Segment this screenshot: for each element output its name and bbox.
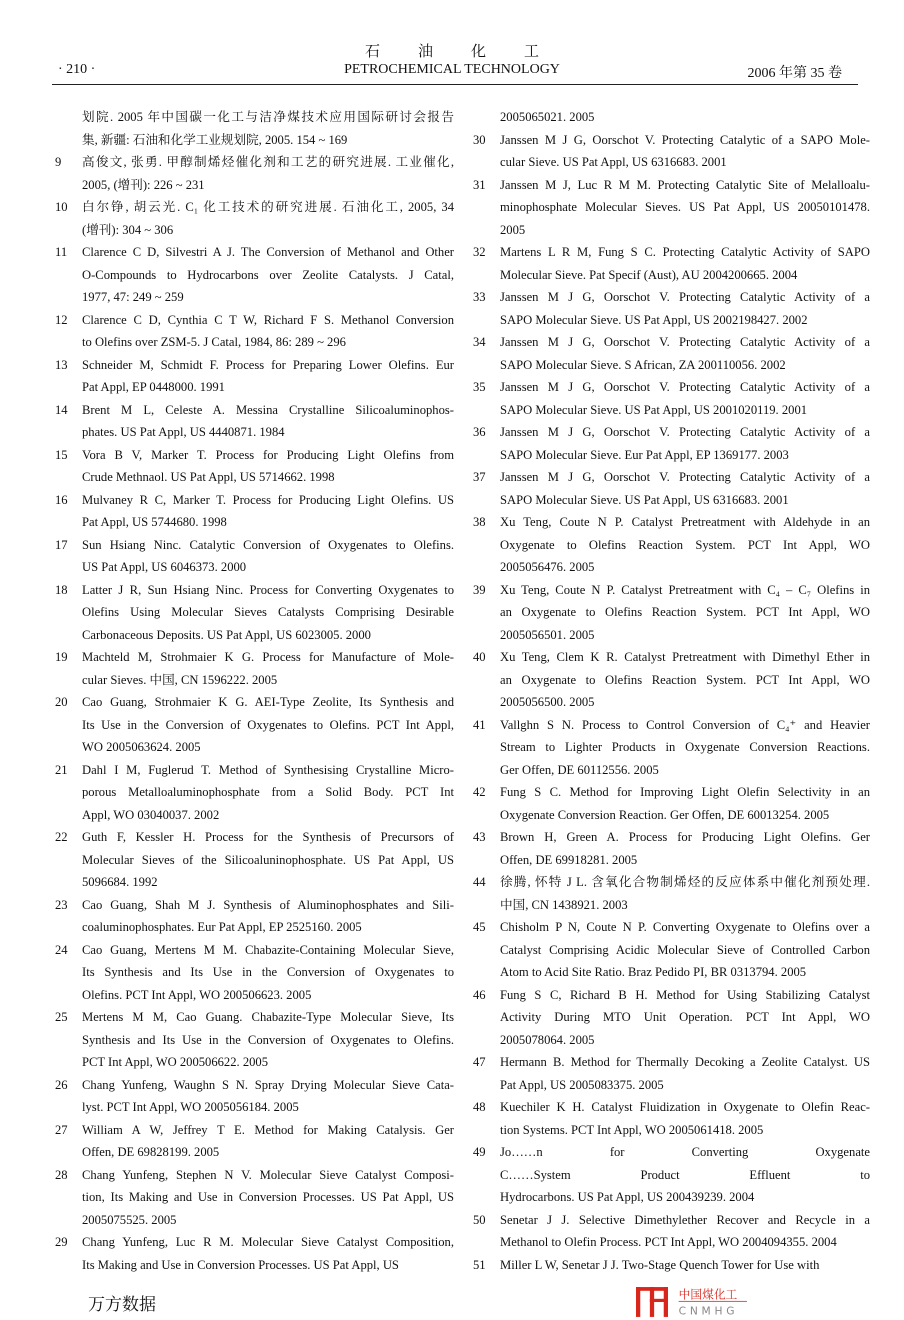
reference-number: 45	[473, 920, 486, 934]
reference-entry	[470, 511, 870, 579]
reference-number: 44	[473, 875, 486, 889]
reference-text-line: Synthesis and Its Use in the Conversion of Oxygenates to Olefins.	[82, 1032, 454, 1047]
reference-entry	[52, 534, 454, 579]
reference-number: 32	[473, 245, 486, 259]
reference-text-line: 2005	[500, 222, 526, 237]
reference-text-line: Its Use in the Conversion of Oxygenates to Olefins. PCT Int Appl,	[82, 717, 454, 732]
reference-text-line: Dahl I M, Fuglerud T. Method of Synthesising Crystalline Micro-	[82, 762, 454, 777]
reference-number: 27	[55, 1122, 68, 1137]
reference-text-line: cular Sieves. 中国, CN 1596222. 2005	[82, 672, 278, 687]
reference-text-line: Fung S C. Method for Improving Light Olefin Selectivity in an	[500, 785, 870, 799]
reference-number: 41	[473, 717, 486, 732]
reference-number: 25	[55, 1010, 68, 1024]
reference-number: 11	[55, 245, 68, 259]
reference-text-line: Vallghn S N. Process to Control Conversion of C₄⁺ and Heavier	[500, 717, 870, 732]
reference-text-line: Janssen M J G, Oorschot V. Protecting Catalytic Activity of a	[500, 470, 870, 484]
header-divider	[52, 84, 858, 85]
reference-number: 48	[473, 1100, 486, 1114]
reference-entry	[470, 1209, 870, 1254]
reference-text-line: Janssen M J, Luc R M M. Protecting Catalytic Site of Melalloalu-	[500, 177, 870, 192]
reference-number: 49	[473, 1145, 486, 1159]
reference-number: 21	[55, 762, 68, 777]
reference-entry	[52, 399, 454, 444]
reference-number: 18	[55, 582, 68, 597]
reference-text-line: Cao Guang, Strohmaier K G. AEI-Type Zeolite, Its Synthesis and	[82, 695, 454, 709]
reference-text-line: Mertens M M, Cao Guang. Chabazite-Type Molecular Sieve, Its	[82, 1010, 454, 1024]
reference-text-line: Guth F, Kessler H. Process for the Synthesis of Precursors of	[82, 830, 454, 844]
reference-text-line: Its Synthesis and Its Use in the Conversion of Oxygenates to	[82, 965, 454, 979]
reference-text-line: Kuechiler K H. Catalyst Fluidization in Oxygenate to Olefin Reac-	[500, 1100, 870, 1114]
reference-entry	[52, 241, 454, 309]
reference-text-line: Carbonaceous Deposits. US Pat Appl, US 6023005. 2000	[82, 627, 371, 642]
reference-number: 40	[473, 650, 486, 664]
reference-text-line: 高俊文, 张勇. 甲醇制烯烃催化剂和工艺的研究进展. 工业催化,	[82, 155, 454, 169]
reference-number: 24	[55, 942, 68, 957]
reference-number: 23	[55, 897, 68, 912]
reference-number: 37	[473, 470, 486, 484]
journal-title-cn: 石油化工	[364, 44, 577, 60]
reference-text-line: Stream to Lighter Products in Oxygenate Conversion Reactions.	[500, 740, 870, 754]
reference-text-line: porous Metalloaluminophosphate from a Solid Body. PCT Int	[82, 785, 454, 799]
reference-number: 29	[55, 1235, 68, 1249]
reference-entry	[470, 1051, 870, 1096]
reference-number: 35	[473, 380, 486, 394]
reference-entry	[470, 331, 870, 376]
reference-number: 17	[55, 537, 68, 552]
reference-entry	[470, 241, 870, 286]
reference-text-line: Molecular Sieves of the Silicoaluninophosphate. US Pat Appl, US	[82, 852, 454, 867]
reference-number: 39	[473, 582, 486, 597]
cnmhg-watermark-logo	[620, 1286, 780, 1318]
reference-entry	[52, 106, 454, 151]
reference-text-line: Janssen M J G, Oorschot V. Protecting Catalytic of a SAPO Mole-	[500, 132, 870, 147]
reference-text-line: Clarence C D, Silvestri A J. The Conversion of Methanol and Other	[82, 245, 454, 259]
reference-number: 42	[473, 785, 486, 799]
reference-entry	[52, 1231, 454, 1276]
reference-text-line: Olefins Using Molecular Sieves Catalysts Comprising Desirable	[82, 605, 454, 619]
reference-entry	[52, 894, 454, 939]
reference-number: 16	[55, 492, 68, 507]
reference-entry	[470, 286, 870, 331]
reference-text-line: an Oxygenate to Olefins Reaction System. PCT Int Appl, WO	[500, 605, 870, 619]
reference-entry	[52, 1074, 454, 1119]
reference-text-line: Mulvaney R C, Marker T. Process for Producing Light Olefins. US	[82, 492, 454, 507]
reference-entry	[470, 1254, 870, 1277]
svg-text:CNMHG: CNMHG	[678, 1304, 739, 1318]
reference-text-line: phates. US Pat Appl, US 4440871. 1984	[82, 425, 285, 439]
reference-text-line: Vora B V, Marker T. Process for Producing Light Olefins from	[82, 447, 454, 462]
reference-entry	[52, 1119, 454, 1164]
reference-number: 28	[55, 1167, 68, 1182]
reference-text-line: tion, Its Making and Use in Conversion Processes. US Pat Appl, US	[82, 1190, 454, 1204]
reference-entry	[52, 646, 454, 691]
reference-text-line: Catalyst Comprising Acidic Molecular Sieve of Controlled Carbon	[500, 942, 870, 957]
references-left-column	[52, 106, 454, 1276]
reference-text-line: tion Systems. PCT Int Appl, WO 2005061418. 2005	[500, 1122, 764, 1137]
reference-entry	[52, 196, 454, 241]
reference-text-line: William A W, Jeffrey T E. Method for Making Catalysis. Ger	[82, 1122, 454, 1137]
reference-text-line: Xu Teng, Coute N P. Catalyst Pretreatment with Aldehyde in an	[500, 515, 870, 529]
reference-entry	[52, 444, 454, 489]
reference-text-line: 集, 新疆: 石油和化学工业规划院, 2005. 154 ~ 169	[82, 132, 348, 147]
reference-text-line: Sun Hsiang Ninc. Catalytic Conversion of Oxygenates to Olefins.	[82, 537, 454, 552]
reference-text-line: 2005056501. 2005	[500, 627, 595, 642]
reference-text-line: O-Compounds to Hydrocarbons over Zeolite Catalysts. J Catal,	[82, 267, 454, 282]
reference-entry	[52, 354, 454, 399]
reference-text-line: minophosphate Molecular Sieves. US Pat Appl, US 20050101478.	[500, 200, 870, 214]
reference-entry	[52, 489, 454, 534]
reference-number: 50	[473, 1212, 486, 1227]
reference-text-line: Xu Teng, Clem K R. Catalyst Pretreatment with Dimethyl Ether in	[500, 650, 870, 664]
reference-entry	[470, 1096, 870, 1141]
reference-text-line: Chang Yunfeng, Stephen N V. Molecular Sieve Catalyst Composi-	[82, 1167, 454, 1182]
reference-text-line: Atom to Acid Site Ratio. Braz Pedido PI, BR 0313794. 2005	[500, 965, 807, 979]
reference-text-line: Schneider M, Schmidt F. Process for Preparing Lower Olefins. Eur	[82, 357, 454, 372]
reference-text-line: Olefins. PCT Int Appl, WO 200506623. 2005	[82, 987, 312, 1002]
reference-entry	[470, 646, 870, 714]
reference-text-line: Clarence C D, Cynthia C T W, Richard F S. Methanol Conversion	[82, 312, 454, 327]
reference-text-line: Pat Appl, US 5744680. 1998	[82, 515, 227, 529]
reference-text-line: C……System Product Effluent to	[500, 1167, 870, 1182]
reference-number: 14	[55, 402, 68, 417]
reference-number: 43	[473, 830, 486, 844]
reference-text-line: coaluminophosphates. Eur Pat Appl, EP 2525160. 2005	[82, 920, 362, 934]
reference-text-line: Chang Yunfeng, Waughn S N. Spray Drying Molecular Sieve Cata-	[82, 1077, 454, 1092]
reference-entry	[470, 916, 870, 984]
reference-number: 33	[473, 290, 486, 304]
reference-entry	[470, 174, 870, 242]
reference-text-line: Crude Methnaol. US Pat Appl, US 5714662. 1998	[82, 470, 335, 484]
reference-number: 31	[473, 177, 486, 192]
reference-text-line: Molecular Sieve. Pat Specif (Aust), AU 2004200665. 2004	[500, 267, 798, 282]
reference-number: 51	[473, 1257, 486, 1272]
reference-entry	[52, 1006, 454, 1074]
reference-text-line: Jo……n for Converting Oxygenate	[500, 1145, 870, 1159]
reference-text-line: PCT Int Appl, WO 200506622. 2005	[82, 1055, 269, 1069]
reference-text-line: Martens L R M, Fung S C. Protecting Catalytic Activity of SAPO	[500, 245, 870, 259]
reference-entry	[470, 376, 870, 421]
reference-text-line: Miller L W, Senetar J J. Two-Stage Quench Tower for Use with	[500, 1257, 820, 1272]
reference-number: 15	[55, 447, 68, 462]
reference-text-line: Brent M L, Celeste A. Messina Crystalline Silicoaluminophos-	[82, 402, 454, 417]
reference-entry	[470, 579, 870, 647]
reference-text-line: Fung S C, Richard B H. Method for Using Stabilizing Catalyst	[500, 987, 870, 1002]
reference-entry	[470, 466, 870, 511]
reference-number: 10	[55, 200, 68, 214]
reference-text-line: Xu Teng, Coute N P. Catalyst Pretreatment with C₄ – C₇ Olefins in	[500, 582, 870, 597]
reference-text-line: Latter J R, Sun Hsiang Ninc. Process for Converting Oxygenates to	[82, 582, 454, 597]
reference-number: 47	[473, 1055, 486, 1069]
reference-text-line: 2005056500. 2005	[500, 695, 595, 709]
reference-text-line: Ger Offen, DE 60112556. 2005	[500, 762, 659, 777]
reference-text-line: Machteld M, Strohmaier K G. Process for Manufacture of Mole-	[82, 650, 454, 664]
reference-text-line: Janssen M J G, Oorschot V. Protecting Catalytic Activity of a	[500, 290, 870, 304]
reference-text-line: 2005075525. 2005	[82, 1212, 177, 1227]
reference-text-line: 2005, (增刊): 226 ~ 231	[82, 177, 205, 192]
reference-text-line: Cao Guang, Shah M J. Synthesis of Aluminophosphates and Sili-	[82, 897, 454, 912]
page-number: · 210 ·	[58, 62, 96, 77]
reference-entry	[470, 1141, 870, 1209]
reference-number: 38	[473, 515, 486, 529]
reference-text-line: Senetar J J. Selective Dimethylether Recover and Recycle in a	[500, 1212, 870, 1227]
reference-text-line: 2005078064. 2005	[500, 1032, 595, 1047]
reference-number: 36	[473, 425, 486, 439]
reference-entry	[52, 1164, 454, 1232]
reference-text-line: lyst. PCT Int Appl, WO 2005056184. 2005	[82, 1100, 299, 1114]
reference-entry	[470, 871, 870, 916]
reference-entry	[52, 579, 454, 647]
reference-text-line: Appl, WO 03040037. 2002	[82, 807, 220, 822]
reference-entry	[470, 714, 870, 782]
reference-text-line: 白尔铮, 胡云光. C₁ 化工技术的研究进展. 石油化工, 2005, 34	[82, 200, 454, 214]
reference-text-line: Hermann B. Method for Thermally Decoking a Zeolite Catalyst. US	[500, 1055, 870, 1069]
reference-text-line: SAPO Molecular Sieve. S African, ZA 200110056. 2002	[500, 357, 786, 372]
reference-text-line: Oxygenate Conversion Reaction. Ger Offen, DE 60013254. 2005	[500, 807, 830, 822]
reference-text-line: SAPO Molecular Sieve. Eur Pat Appl, EP 1369177. 2003	[500, 447, 789, 462]
reference-text-line: 中国, CN 1438921. 2003	[500, 897, 628, 912]
reference-text-line: 2005056476. 2005	[500, 560, 595, 574]
reference-entry	[52, 691, 454, 759]
reference-text-line: Janssen M J G, Oorschot V. Protecting Catalytic Activity of a	[500, 425, 870, 439]
reference-text-line: (增刊): 304 ~ 306	[82, 222, 174, 237]
reference-entry	[470, 826, 870, 871]
reference-text-line: Chisholm P N, Coute N P. Converting Oxygenate to Olefins over a	[500, 920, 870, 934]
reference-text-line: Janssen M J G, Oorschot V. Protecting Catalytic Activity of a	[500, 335, 870, 349]
reference-entry	[52, 759, 454, 827]
reference-text-line: SAPO Molecular Sieve. US Pat Appl, US 2002198427. 2002	[500, 312, 808, 327]
reference-text-line: Janssen M J G, Oorschot V. Protecting Catalytic Activity of a	[500, 380, 870, 394]
journal-title-en: PETROCHEMICAL TECHNOLOGY	[344, 62, 560, 77]
reference-entry	[470, 106, 870, 129]
reference-text-line: to Olefins over ZSM-5. J Catal, 1984, 86: 289 ~ 296	[82, 335, 346, 349]
reference-text-line: Oxygenate to Olefins Reaction System. PCT Int Appl, WO	[500, 537, 870, 552]
reference-text-line: 划院. 2005 年中国碳一化工与洁净煤技术应用国际研讨会报告	[82, 110, 454, 124]
reference-entry	[52, 151, 454, 196]
reference-text-line: Pat Appl, EP 0448000. 1991	[82, 380, 225, 394]
reference-entry	[470, 984, 870, 1052]
reference-text-line: cular Sieve. US Pat Appl, US 6316683. 2001	[500, 155, 727, 169]
reference-text-line: WO 2005063624. 2005	[82, 740, 201, 754]
reference-number: 19	[55, 650, 68, 664]
reference-number: 12	[55, 312, 68, 327]
reference-text-line: Offen, DE 69918281. 2005	[500, 852, 638, 867]
reference-text-line: Cao Guang, Mertens M M. Chabazite-Containing Molecular Sieve,	[82, 942, 454, 957]
reference-number: 26	[55, 1077, 68, 1092]
reference-text-line: SAPO Molecular Sieve. US Pat Appl, US 2001020119. 2001	[500, 402, 808, 417]
svg-text:中国煤化工: 中国煤化工	[678, 1287, 738, 1302]
reference-text-line: Offen, DE 69828199. 2005	[82, 1145, 220, 1159]
reference-entry	[470, 781, 870, 826]
reference-text-line: Pat Appl, US 2005083375. 2005	[500, 1077, 664, 1092]
reference-text-line: 2005065021. 2005	[500, 110, 595, 124]
reference-text-line: Methanol to Olefin Process. PCT Int Appl, WO 2004094355. 2004	[500, 1235, 837, 1249]
reference-number: 13	[55, 357, 68, 372]
reference-entry	[470, 129, 870, 174]
reference-entry	[52, 939, 454, 1007]
reference-text-line: 徐腾, 怀特 J L. 含氧化合物制烯烃的反应体系中催化剂预处理.	[500, 875, 870, 889]
reference-text-line: Chang Yunfeng, Luc R M. Molecular Sieve Catalyst Composition,	[82, 1235, 454, 1249]
reference-text-line: SAPO Molecular Sieve. US Pat Appl, US 6316683. 2001	[500, 492, 789, 507]
reference-text-line: 5096684. 1992	[82, 875, 158, 889]
reference-text-line: Activity During MTO Unit Operation. PCT Int Appl, WO	[500, 1010, 870, 1024]
reference-text-line: Brown H, Green A. Process for Producing Light Olefins. Ger	[500, 830, 870, 844]
reference-text-line: Its Making and Use in Conversion Processes. US Pat Appl, US	[82, 1257, 399, 1272]
reference-entry	[52, 309, 454, 354]
wanfang-watermark: 万方数据	[88, 1295, 156, 1315]
issue-label: 2006 年第 35 卷	[747, 66, 842, 81]
reference-number: 30	[473, 132, 486, 147]
references-right-column	[470, 106, 870, 1276]
reference-entry	[52, 826, 454, 894]
reference-number: 34	[473, 335, 486, 349]
reference-number: 46	[473, 987, 486, 1002]
reference-entry	[470, 421, 870, 466]
reference-text-line: US Pat Appl, US 6046373. 2000	[82, 560, 247, 574]
reference-text-line: 1977, 47: 249 ~ 259	[82, 290, 184, 304]
reference-text-line: Hydrocarbons. US Pat Appl, US 200439239. 2004	[500, 1190, 755, 1204]
reference-text-line: an Oxygenate to Olefins Reaction System. PCT Int Appl, WO	[500, 672, 870, 687]
reference-number: 22	[55, 830, 68, 844]
reference-number: 20	[55, 695, 68, 709]
reference-number: 9	[55, 155, 62, 169]
